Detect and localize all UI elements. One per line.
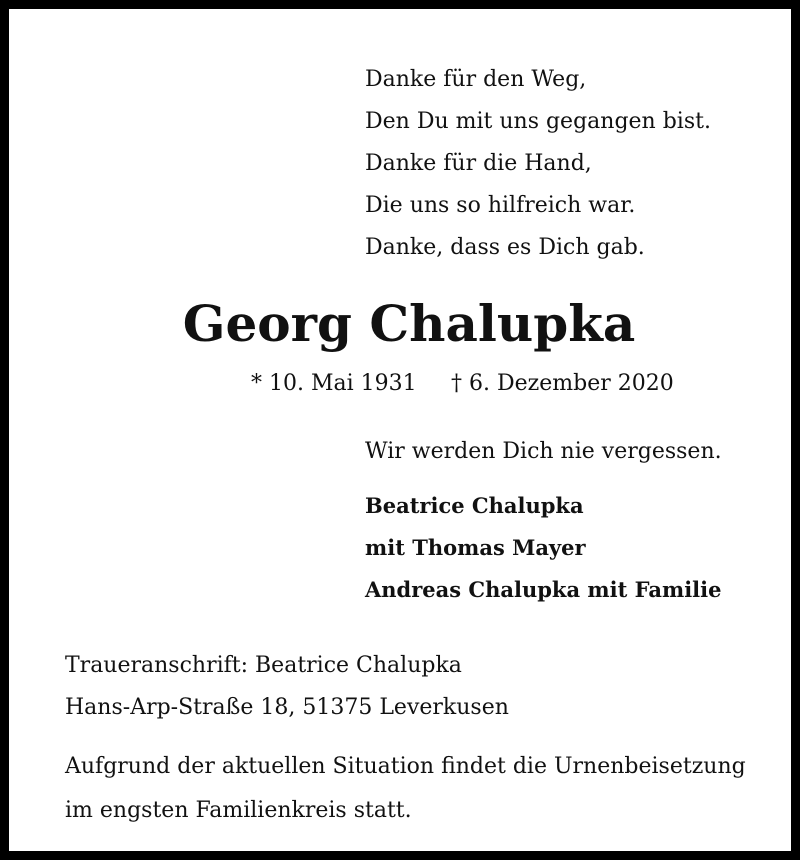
mourner-name: Beatrice Chalupka — [365, 493, 584, 518]
mourners-list — [365, 485, 722, 611]
address-line: Traueranschrift: Beatrice Chalupka — [65, 653, 462, 678]
address-line: Hans-Arp-Straße 18, 51375 Leverkusen — [65, 695, 509, 720]
death-date: † 6. Dezember 2020 — [451, 371, 674, 396]
poem-line: Danke für die Hand, — [365, 151, 592, 176]
farewell-text: Wir werden Dich nie vergessen. — [365, 439, 722, 464]
poem — [365, 59, 711, 269]
poem-line: Die uns so hilfreich war. — [365, 193, 636, 218]
mourner-name: mit Thomas Mayer — [365, 535, 586, 560]
poem-line: Danke für den Weg, — [365, 67, 587, 92]
burial-notice — [65, 745, 765, 833]
notice-line: im engsten Familienkreis statt. — [65, 798, 412, 823]
poem-line: Den Du mit uns gegangen bist. — [365, 109, 711, 134]
poem-line: Danke, dass es Dich gab. — [365, 235, 645, 260]
birth-date: * 10. Mai 1931 — [251, 371, 417, 396]
mourner-name: Andreas Chalupka mit Familie — [365, 577, 722, 602]
notice-line: Aufgrund der aktuellen Situation findet die Urnenbeisetzung — [65, 754, 746, 779]
deceased-name: Georg Chalupka — [182, 294, 636, 353]
mourning-address — [65, 645, 509, 729]
